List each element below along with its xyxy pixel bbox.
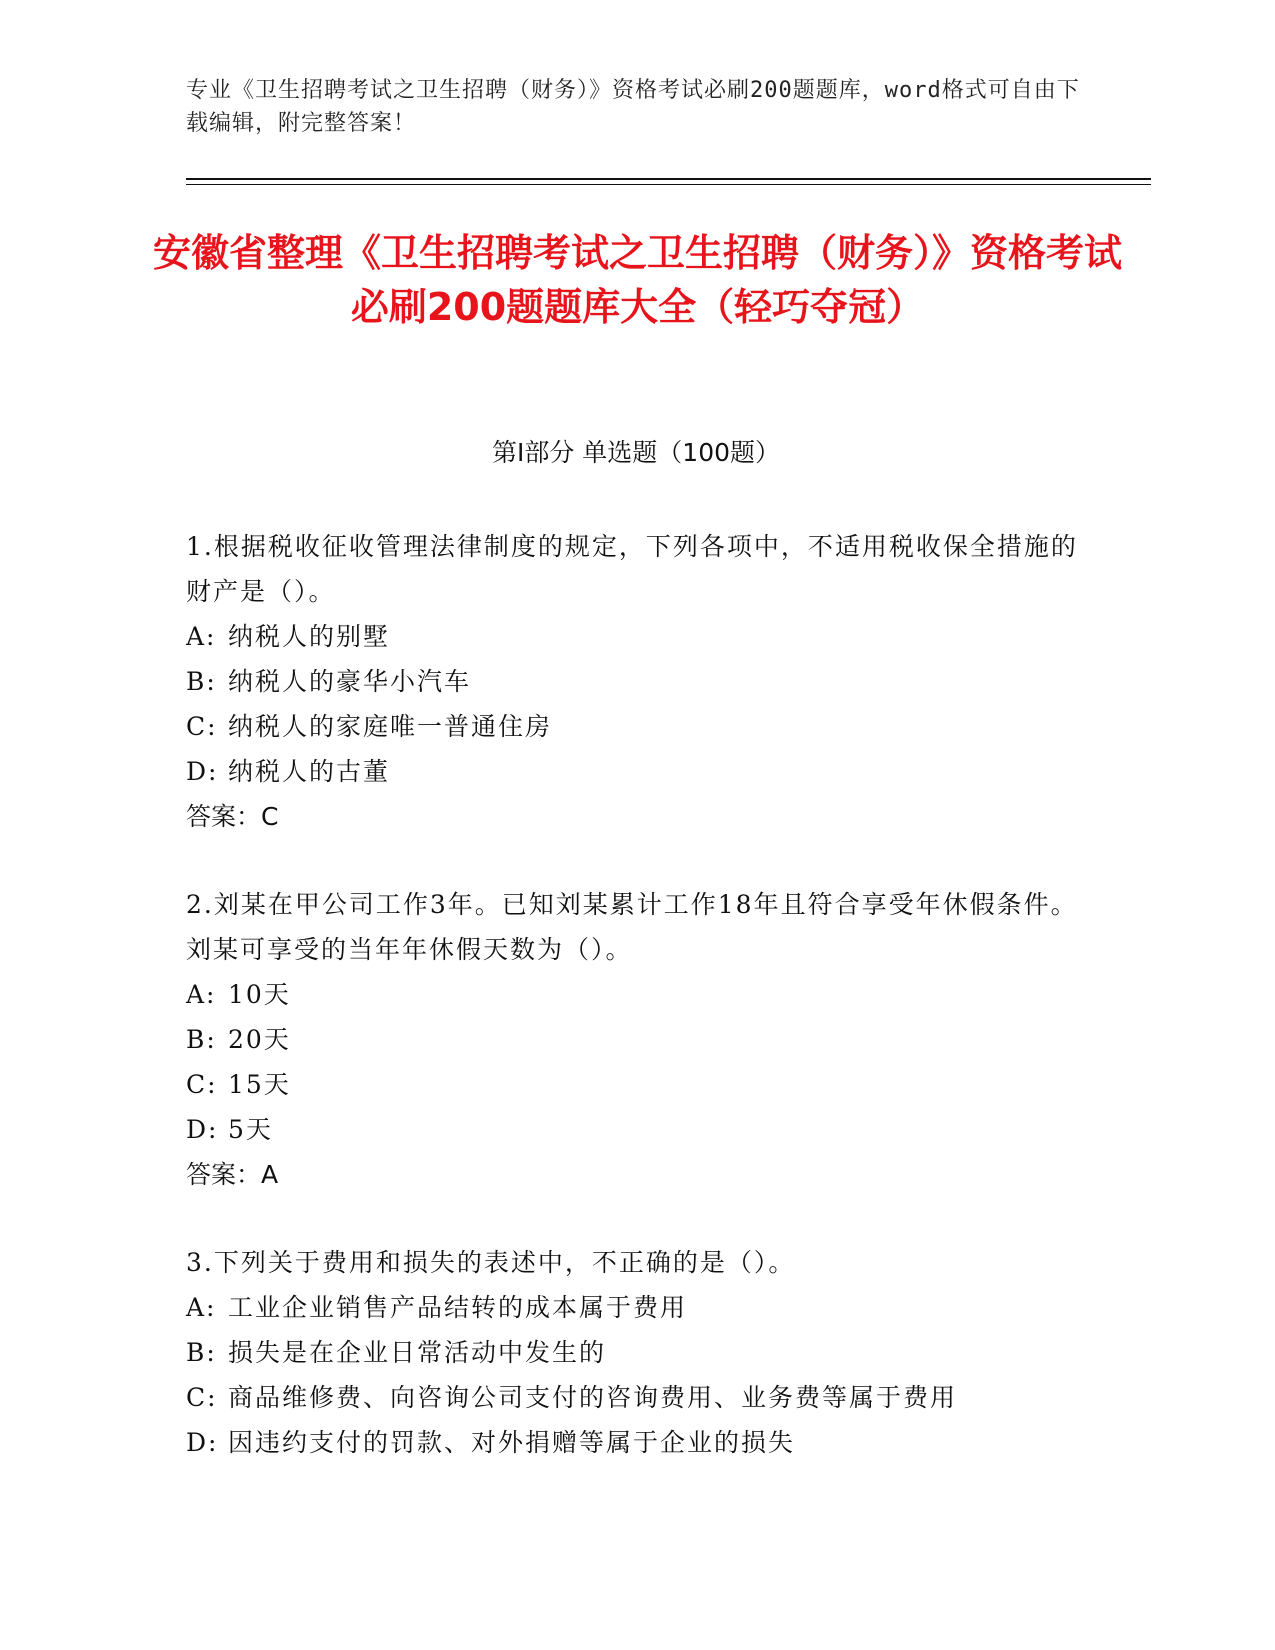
option-text: 工业企业销售产品结转的成本属于费用 [228,1293,688,1322]
option-letter: C: [186,1070,218,1099]
option-text: 15天 [228,1070,291,1099]
question-stem: 3.下列关于费用和损失的表述中，不正确的是（）。 [186,1248,796,1277]
option-text: 纳税人的古董 [228,757,391,786]
option-letter: D: [186,1428,219,1457]
option-letter: D: [186,757,219,786]
question-stem: 2.刘某在甲公司工作3年。已知刘某累计工作18年且符合享受年休假条件。刘某可享受的当年年休假天数为（）。 [186,890,1078,964]
header-divider-thin [186,184,1151,185]
option-a [186,1285,1086,1330]
question-stem: 1.根据税收征收管理法律制度的规定，下列各项中，不适用税收保全措施的财产是（）。 [186,532,1078,606]
option-d [186,1107,1086,1152]
section-heading: 第I部分 单选题（100题） [491,438,781,467]
option-letter: A: [186,622,217,651]
question-1 [186,524,1086,839]
question-3 [186,1240,1086,1465]
option-text: 损失是在企业日常活动中发生的 [228,1338,607,1367]
option-b [186,1017,1086,1062]
option-text: 5天 [228,1115,273,1144]
question-2 [186,882,1086,1197]
answer-line: 答案：A [186,1160,279,1189]
option-text: 因违约支付的罚款、对外捐赠等属于企业的损失 [228,1428,796,1457]
option-text: 纳税人的别墅 [228,622,391,651]
option-text: 20天 [228,1025,291,1054]
option-letter: B: [186,1025,217,1054]
option-letter: A: [186,1293,217,1322]
question-list [186,524,1086,1508]
option-b [186,1330,1086,1375]
option-d [186,749,1086,794]
option-text: 商品维修费、向咨询公司支付的咨询费用、业务费等属于费用 [228,1383,958,1412]
document-title: 安徽省整理《卫生招聘考试之卫生招聘（财务）》资格考试必刷200题题库大全（轻巧夺冠） [152,231,1122,329]
option-b [186,659,1086,704]
option-letter: B: [186,1338,217,1367]
option-c [186,1062,1086,1107]
option-c [186,704,1086,749]
option-c [186,1375,1086,1420]
option-text: 10天 [228,980,291,1009]
option-letter: B: [186,667,217,696]
option-a [186,614,1086,659]
option-text: 纳税人的豪华小汽车 [228,667,472,696]
option-letter: D: [186,1115,219,1144]
header-divider-thick [186,178,1151,180]
option-letter: C: [186,712,218,741]
option-letter: C: [186,1383,218,1412]
header-note: 专业《卫生招聘考试之卫生招聘（财务）》资格考试必刷200题题库，word格式可自由下载编辑，附完整答案！ [186,78,1080,136]
option-text: 纳税人的家庭唯一普通住房 [228,712,553,741]
option-d [186,1420,1086,1465]
option-a [186,972,1086,1017]
option-letter: A: [186,980,217,1009]
answer-line: 答案：C [186,802,279,831]
